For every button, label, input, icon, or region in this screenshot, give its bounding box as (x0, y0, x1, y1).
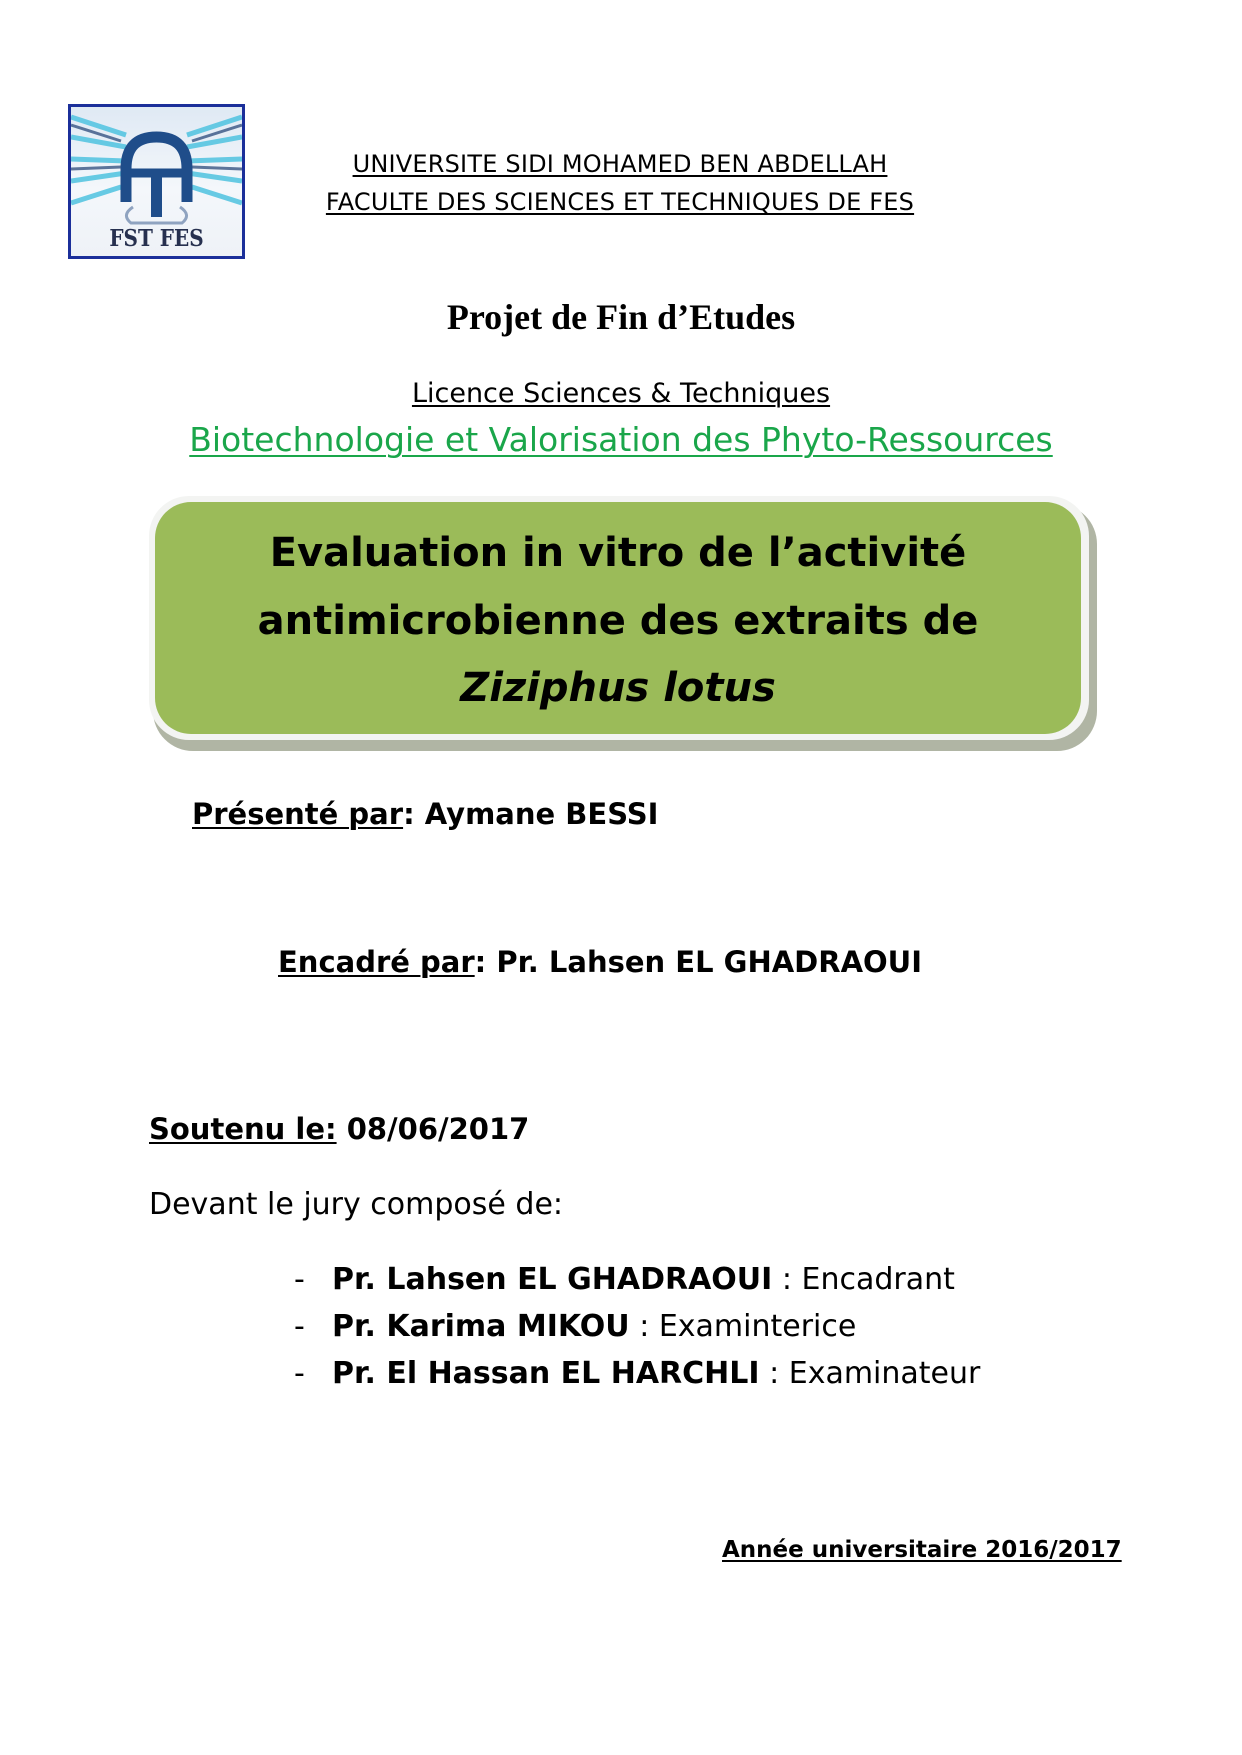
presented-by-value: Aymane BESSI (424, 797, 659, 831)
list-bullet: - (294, 1262, 305, 1297)
jury-member-role: : Examinateur (759, 1356, 981, 1391)
list-bullet: - (294, 1309, 305, 1344)
presented-by (192, 797, 658, 831)
supervised-by-value: Pr. Lahsen EL GHADRAOUI (496, 945, 923, 979)
university-name: UNIVERSITE SIDI MOHAMED BEN ABDELLAH (352, 150, 888, 178)
jury-member (294, 1262, 955, 1297)
fst-fes-logo (68, 104, 245, 259)
list-bullet: - (294, 1356, 305, 1391)
title-line-2: antimicrobienne des extraits de (257, 598, 979, 644)
jury-member (294, 1356, 980, 1391)
jury-member-role: : Examinterice (629, 1309, 857, 1344)
defended-on-label: Soutenu le: (149, 1112, 337, 1146)
presented-by-sep: : (403, 797, 425, 831)
degree-text: Licence Sciences & Techniques (411, 378, 831, 409)
speciality-label: Biotechnologie et Valorisation des Phyto-Ressources (189, 420, 1053, 459)
jury-member (294, 1309, 856, 1344)
supervised-by (278, 945, 922, 979)
presented-by-label: Présenté par (192, 797, 404, 831)
jury-intro: Devant le jury composé de: (149, 1187, 564, 1222)
jury-member-name: Pr. Lahsen EL GHADRAOUI (332, 1262, 773, 1297)
degree-label (0, 378, 1242, 409)
title-line-1: Evaluation in vitro de l’activité (269, 530, 967, 576)
defended-on-date: 08/06/2017 (336, 1112, 530, 1146)
defended-on (149, 1112, 529, 1146)
jury-member-role: : Encadrant (772, 1262, 955, 1297)
supervised-by-label: Encadré par (278, 945, 475, 979)
logo-label: FST FES (109, 224, 204, 252)
faculty-name: FACULTE DES SCIENCES ET TECHNIQUES DE FES (325, 188, 915, 216)
jury-member-name: Pr. Karima MIKOU (332, 1309, 630, 1344)
supervised-by-sep: : (474, 945, 497, 979)
document-type: Projet de Fin d’Etudes (446, 297, 796, 337)
jury-member-name: Pr. El Hassan EL HARCHLI (332, 1356, 760, 1391)
academic-year: Année universitaire 2016/2017 (722, 1537, 1122, 1563)
title-line-3: Ziziphus lotus (460, 665, 776, 711)
